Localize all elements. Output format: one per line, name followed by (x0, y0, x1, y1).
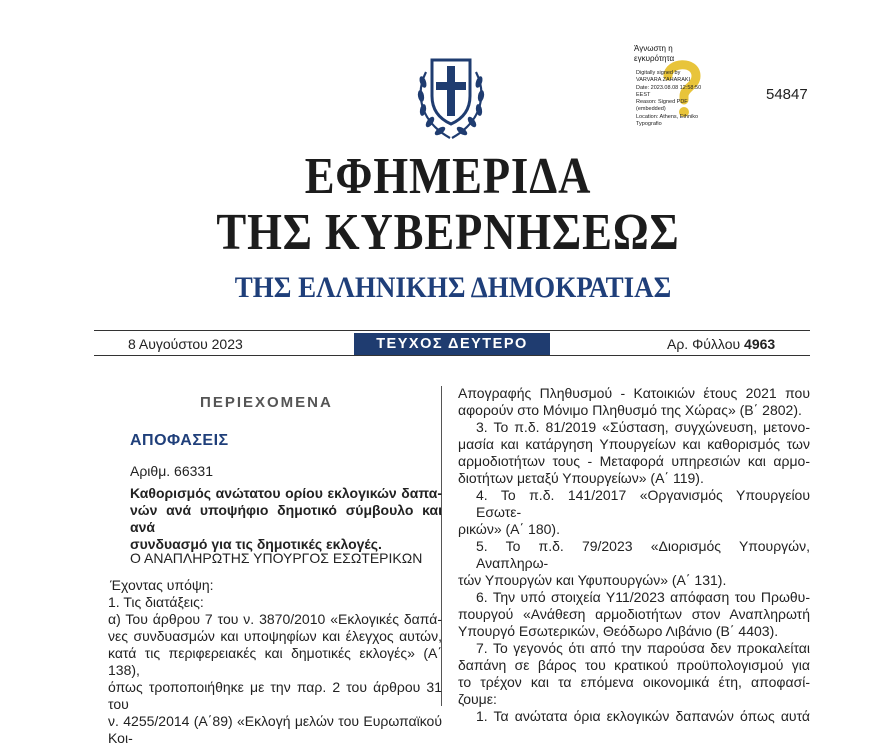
sheet-number-label: Αρ. Φύλλου (667, 336, 741, 352)
decision-title[interactable] (130, 485, 442, 553)
signature-details: Digitally signed by VARVARA ZAHARAKI Date: 2023.08.08 12:58:50 EEST Reason: Signed PDF (embedded) Location: Athens, Ethniko Typografio (636, 70, 702, 128)
decision-number: Αριθμ. 66331 (130, 463, 213, 479)
body-line: ζουμε: (458, 691, 497, 707)
decision-title-line: συνδυασμό για τις δημοτικές εκλογές. (130, 536, 382, 552)
body-line: το τρέχον και τα επόμενα οικονομικά έτη, αποφασί- (458, 674, 810, 690)
decisions-heading: ΑΠΟΦΑΣΕΙΣ (130, 432, 229, 449)
digital-signature-block[interactable] (634, 44, 724, 128)
body-line: Απογραφής Πληθυσμού - Κατοικιών έτους 2021 που (458, 385, 810, 401)
body-line: 1. Τις διατάξεις: (108, 594, 204, 610)
right-body-text (458, 385, 810, 725)
page-number: 54847 (766, 86, 808, 103)
gazette-subtitle: ΤΗΣ ΕΛΛΗΝΙΚΗΣ ΔΗΜΟΚΡΑΤΙΑΣ (234, 271, 672, 304)
issue-bar-top-rule (94, 330, 810, 331)
left-body-text (108, 577, 442, 747)
body-line: πουργού «Ανάθεση αρμοδιοτήτων στον Αναπληρωτή (458, 606, 810, 622)
body-line: ν. 4255/2014 (Α΄89) «Εκλογή μελών του Ευρωπαϊκού Κοι- (108, 713, 442, 746)
gazette-title-line1: ΕΦΗΜΕΡΙΔΑ (304, 148, 592, 205)
body-line: 5. Το π.δ. 79/2023 «Διορισμός Υπουργών, Αναπληρω- (476, 538, 810, 571)
body-line: τών Υπουργών και Υφυπουργών» (Α΄ 131). (458, 572, 727, 588)
issue-bar-bottom-rule (94, 355, 810, 356)
body-line: α) Του άρθρου 7 του ν. 3870/2010 «Εκλογικές δαπά- (108, 611, 442, 627)
body-line: 3. Το π.δ. 81/2019 «Σύσταση, συγχώνευση, μετονο- (476, 419, 810, 435)
gazette-title-line2: ΤΗΣ ΚΥΒΕΡΝΗΣΕΩΣ (216, 204, 680, 261)
body-line: Έχοντας υπόψη: (110, 577, 214, 593)
body-line: Υπουργό Εσωτερικών, Θεόδωρο Λιβάνιο (Β΄ 4403). (458, 623, 779, 639)
decision-title-line: Καθορισμός ανώτατου ορίου εκλογικών δαπα- (130, 485, 442, 501)
sheet-number-value: 4963 (744, 336, 776, 352)
body-line: αρμοδιοτήτων τους - Μεταφορά υπηρεσιών και αρμο- (458, 453, 810, 469)
issue-series-badge: ΤΕΥΧΟΣ ΔΕΥΤΕΡΟ (354, 333, 550, 355)
body-line: όπως τροποποιήθηκε με την παρ. 2 του άρθρου 31 του (108, 679, 442, 712)
contents-heading: ΠΕΡΙΕΧΟΜΕΝΑ (200, 394, 333, 411)
body-line: 1. Τα ανώτατα όρια εκλογικών δαπανών όπως αυτά (476, 708, 810, 724)
body-line: 4. Το π.δ. 141/2017 «Οργανισμός Υπουργείου Εσωτε- (476, 487, 810, 520)
body-line: αφορούν στο Μόνιμο Πληθυσμό της Χώρας» (Β΄ 2802). (458, 402, 802, 418)
body-line: νες συνδυασμών και υποψηφίων και έλεγχος αυτών, (108, 628, 442, 644)
body-line: 6. Την υπό στοιχεία Υ11/2023 απόφαση του Πρωθυ- (476, 589, 810, 605)
body-line: δαπάνη σε βάρος του κρατικού προϋπολογισμού για (458, 657, 810, 673)
greek-coat-of-arms-emblem (414, 52, 488, 142)
signature-validity-label: Άγνωστη η εγκυρότητα (634, 44, 675, 63)
body-line: ρικών» (Α΄ 180). (458, 521, 560, 537)
body-line: 7. Το γεγονός ότι από την παρούσα δεν προκαλείται (476, 640, 810, 656)
decision-title-line: νών ανά υποψήφιο δημοτικό σύμβουλο και ανά (130, 502, 442, 535)
body-line: μασία και κατάργηση Υπουργείων και καθορισμός των (458, 436, 810, 452)
sheet-number (667, 336, 775, 352)
body-line: διοτήτων μεταξύ Υπουργείων» (Α΄ 119). (458, 470, 704, 486)
issue-date: 8 Αυγούστου 2023 (128, 336, 243, 352)
body-line: κατά τις περιφερειακές και δημοτικές εκλογές» (Α΄ 138), (108, 645, 442, 678)
minister-heading: Ο ΑΝΑΠΛΗΡΩΤΗΣ ΥΠΟΥΡΓΟΣ ΕΣΩΤΕΡΙΚΩΝ (130, 550, 423, 566)
